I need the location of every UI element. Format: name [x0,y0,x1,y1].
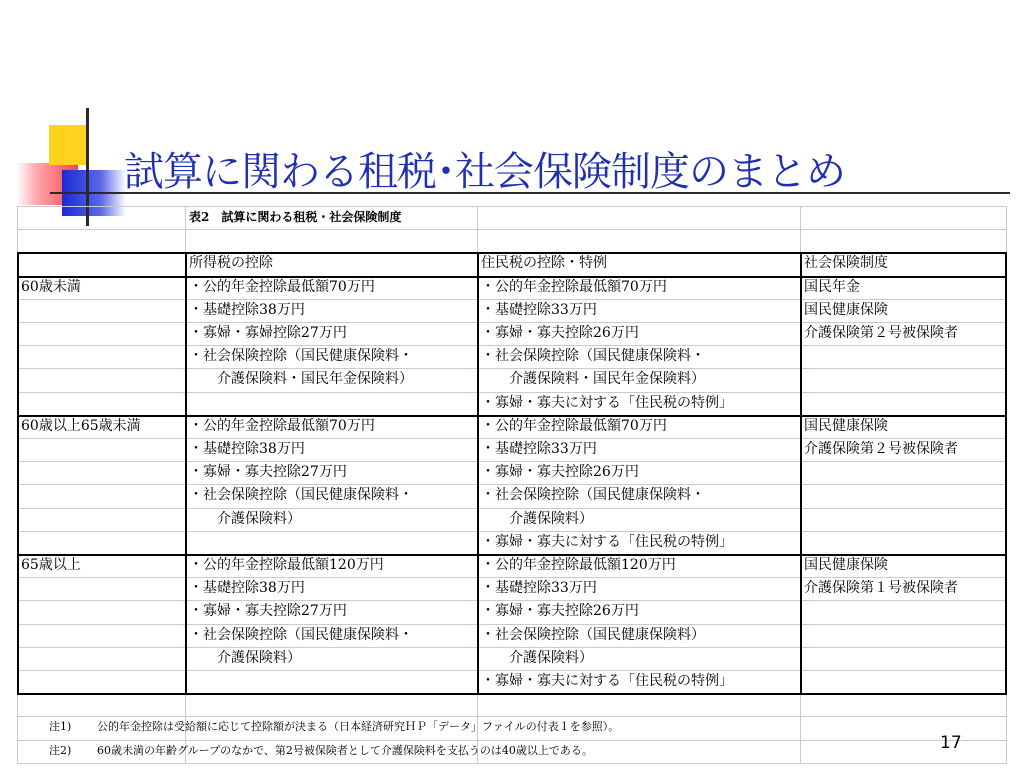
column-header: 住民税の控除・特例 [481,255,607,271]
table-cell: 介護保険料） [189,650,301,666]
table-cell: 介護保険料） [481,650,593,666]
table-cell: ・寡婦・寡夫に対する「住民税の特例」 [481,395,733,411]
table-cell: 介護保険料） [481,511,593,527]
table-cell: 国民健康保険 [804,302,888,318]
gridline-row [17,763,1007,764]
table-cell: 介護保険料） [189,511,301,527]
table-cell: ・社会保険控除（国民健康保険料・ [189,627,413,643]
table-cell: ・基礎控除33万円 [481,302,597,318]
table-cell: ・社会保険控除（国民健康保険料） [481,627,705,643]
table-caption: 表2 試算に関わる租税・社会保険制度 [189,210,402,224]
table-cell: 介護保険第２号被保険者 [804,441,958,457]
table-cell: ・社会保険控除（国民健康保険料・ [481,487,705,503]
table-cell: ・基礎控除38万円 [189,441,305,457]
table-bottom-border [17,693,1007,695]
footnote-text: 公的年金控除は受給額に応じて控除額が決まる（日本経済研究ＨＰ「データ」ファイルの付表１を参照）。 [97,720,620,733]
table-cell: 介護保険料・国民年金保険料） [481,371,705,387]
column-header: 社会保険制度 [804,255,888,271]
table-cell: 介護保険料・国民年金保険料） [189,371,413,387]
table-cell: ・公的年金控除最低額120万円 [481,557,676,573]
footnote-label: 注2) [49,744,72,757]
table-cell: ・寡婦・寡夫控除27万円 [189,464,347,480]
footnote-text: 60歳未満の年齢グループのなかで、第2号被保険者として介護保険料を支払うのは40歳以上である。 [97,744,593,757]
table-cell: ・公的年金控除最低額70万円 [189,418,375,434]
column-border [185,252,187,695]
table-cell: ・寡婦・寡夫控除26万円 [481,464,639,480]
table-cell: ・基礎控除33万円 [481,580,597,596]
table-cell: ・寡婦・寡夫控除26万円 [481,603,639,619]
table-cell: 介護保険第１号被保険者 [804,580,958,596]
table-cell: ・社会保険控除（国民健康保険料・ [189,348,413,364]
table-cell: ・基礎控除38万円 [189,302,305,318]
table-cell: ・公的年金控除最低額70万円 [189,279,375,295]
column-border [800,252,802,695]
footnote-label: 注1) [49,720,72,733]
slide-title: 試算に関わる租税･社会保険制度のまとめ [124,149,845,195]
table-cell: ・基礎控除38万円 [189,580,305,596]
table-cell: ・寡婦・寡夫に対する「住民税の特例」 [481,534,733,550]
table-cell: ・寡婦・寡夫控除26万円 [481,325,639,341]
page-number: 17 [940,733,962,753]
column-header: 所得税の控除 [189,255,273,271]
table-cell: ・社会保険控除（国民健康保険料・ [481,348,705,364]
table-cell: ・公的年金控除最低額70万円 [481,418,667,434]
gridline-row [17,206,1007,207]
gridline-row [17,229,1007,230]
table-cell: ・基礎控除33万円 [481,441,597,457]
table-cell: ・寡婦・寡夫に対する「住民税の特例」 [481,673,733,689]
column-border [17,252,19,695]
column-border [477,252,479,695]
spreadsheet-table [17,206,1007,766]
age-group-label: 60歳以上65歳未満 [21,418,141,434]
table-cell: ・社会保険控除（国民健康保険料・ [189,487,413,503]
table-cell: ・寡婦・寡婦控除27万円 [189,325,347,341]
table-cell: 介護保険第２号被保険者 [804,325,958,341]
decor-yellow-square [49,125,87,165]
table-cell: 国民健康保険 [804,418,888,434]
table-cell: 国民健康保険 [804,557,888,573]
table-cell: 国民年金 [804,279,860,295]
column-border [1005,252,1007,695]
table-cell: ・公的年金控除最低額70万円 [481,279,667,295]
age-group-label: 65歳以上 [21,557,81,573]
age-group-label: 60歳未満 [21,279,81,295]
table-cell: ・寡婦・寡夫控除27万円 [189,603,347,619]
table-cell: ・公的年金控除最低額120万円 [189,557,384,573]
